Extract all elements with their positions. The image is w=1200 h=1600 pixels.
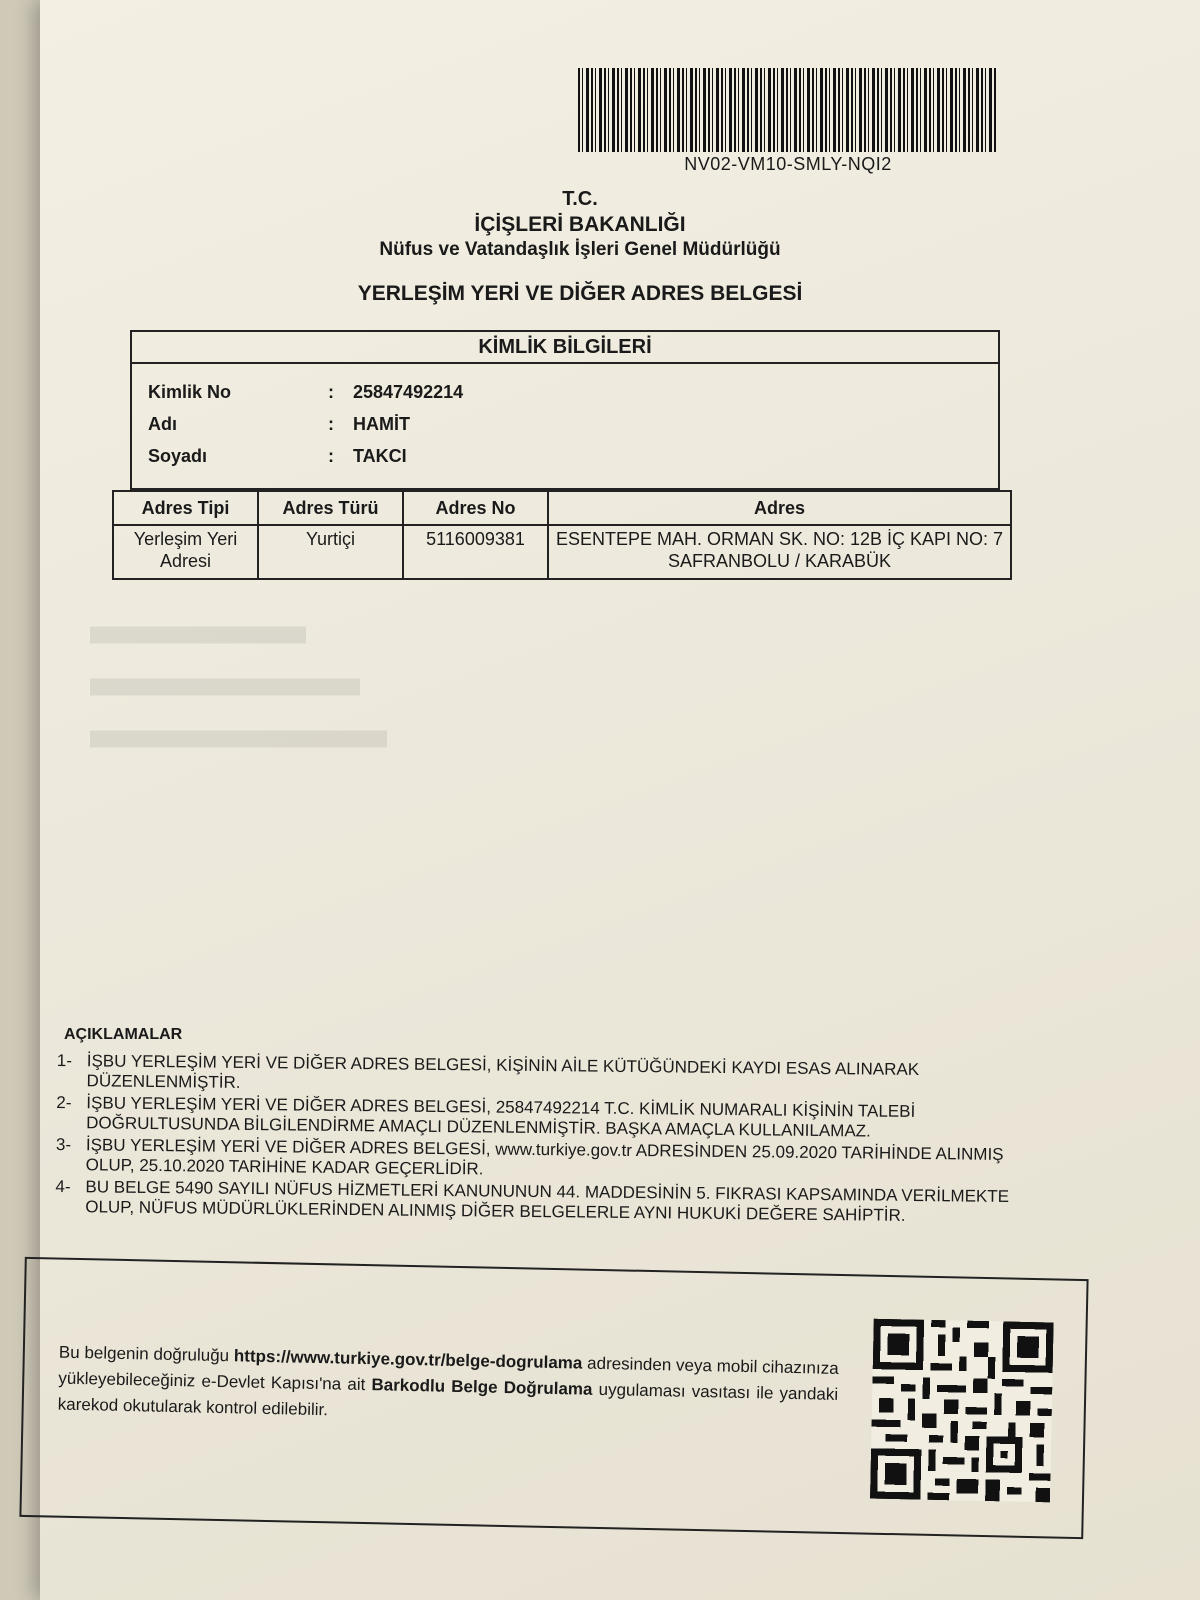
address-table — [112, 490, 1012, 580]
identity-value: HAMİT — [353, 414, 410, 434]
column-header: Adres — [548, 491, 1011, 525]
note-text: İŞBU YERLEŞİM YERİ VE DİĞER ADRES BELGESİ, 25847492214 T.C. KİMLİK NUMARALI KİŞİNİN TALEBİ DOĞRULTUSUNDA BİLGİLENDİRME AMAÇLI DÜZENLENMİŞTİR. BAŞKA AMAÇLA KULLANILAMAZ. — [86, 1093, 916, 1141]
issuer-header — [300, 188, 860, 261]
notes-title: AÇIKLAMALAR — [64, 1026, 183, 1043]
column-header: Adres No — [403, 491, 548, 525]
note-text: BU BELGE 5490 SAYILI NÜFUS HİZMETLERİ KANUNUNUN 44. MADDESİNİN 5. FIKRASI KAPSAMINDA VERİLMEKTE OLUP, NÜFUS MÜDÜRLÜKLERİNDEN ALINMIŞ DİĞER BELGELERLE AYNI HUKUKİ DEĞERE SAHİPTİR. — [85, 1177, 1010, 1225]
qr-code-icon — [870, 1319, 1054, 1503]
verification-part2: adresinden veya mobil cihazınıza yükleyebileceğiniz e-Devlet Kapısı'na ait — [58, 1353, 839, 1395]
column-header: Adres Türü — [258, 491, 403, 525]
note-number: 4- — [55, 1176, 71, 1197]
identity-row-name — [148, 414, 410, 435]
barcode-icon — [578, 68, 998, 152]
verification-part3: uygulaması vasıtası ile yandaki karekod okutularak kontrol edilebilir. — [57, 1379, 839, 1420]
show-through-text: ████████████████████████ ██████████████████████████████ █████████████████████████████████ — [90, 627, 388, 748]
verification-text — [57, 1340, 838, 1434]
note-number: 3- — [55, 1134, 72, 1155]
note-text: İŞBU YERLEŞİM YERİ VE DİĞER ADRES BELGESİ, www.turkiye.gov.tr ADRESİNDEN 25.09.2020 TARİHİNDE ALINMIŞ OLUP, 25.10.2020 TARİHİNE KADAR GEÇERLİDİR. — [85, 1135, 1004, 1179]
identity-separator: : — [328, 382, 334, 402]
verification-part1: Bu belgenin doğruluğu — [58, 1342, 230, 1366]
identity-box — [130, 330, 1000, 490]
note-number: 2- — [56, 1092, 72, 1113]
note-number: 1- — [56, 1050, 73, 1071]
notes-list — [55, 1051, 1017, 1229]
identity-label: Soyadı — [148, 446, 208, 466]
list-item — [55, 1177, 1015, 1227]
verification-app-name: Barkodlu Belge Doğrulama — [371, 1375, 593, 1399]
identity-label: Kimlik No — [148, 382, 232, 402]
address-kind: Yurtiçi — [258, 525, 403, 579]
identity-value: 25847492214 — [353, 382, 464, 402]
identity-separator: : — [328, 446, 334, 466]
header-ministry: İÇİŞLERİ BAKANLIĞI — [474, 213, 686, 236]
address-type: Yerleşim Yeri Adresi — [113, 525, 258, 579]
table-row — [113, 525, 1011, 579]
barcode-code: NV02-VM10-SMLY-NQI2 — [684, 154, 892, 174]
address-table-header — [113, 491, 1011, 525]
identity-row-surname — [148, 446, 407, 467]
document-title: YERLEŞİM YERİ VE DİĞER ADRES BELGESİ — [357, 282, 803, 305]
verification-box — [19, 1257, 1088, 1539]
identity-value: TAKCI — [353, 446, 407, 466]
identity-row-id — [148, 382, 463, 403]
identity-section-title: KİMLİK BİLGİLERİ — [132, 332, 998, 364]
header-tc: T.C. — [562, 188, 598, 210]
address-text: ESENTEPE MAH. ORMAN SK. NO: 12B İÇ KAPI NO: 7 SAFRANBOLU / KARABÜK — [548, 525, 1011, 579]
address-no: 5116009381 — [403, 525, 548, 579]
column-header: Adres Tipi — [113, 491, 258, 525]
identity-label: Adı — [148, 414, 177, 434]
identity-separator: : — [328, 414, 334, 434]
verification-url[interactable]: https://www.turkiye.gov.tr/belge-dogrulama — [233, 1346, 583, 1373]
header-directorate: Nüfus ve Vatandaşlık İşleri Genel Müdürlüğü — [379, 239, 781, 260]
note-text: İŞBU YERLEŞİM YERİ VE DİĞER ADRES BELGESİ, KİŞİNİN AİLE KÜTÜĞÜNDEKİ KAYDI ESAS ALINARAK DÜZENLENMİŞTİR. — [86, 1051, 920, 1092]
